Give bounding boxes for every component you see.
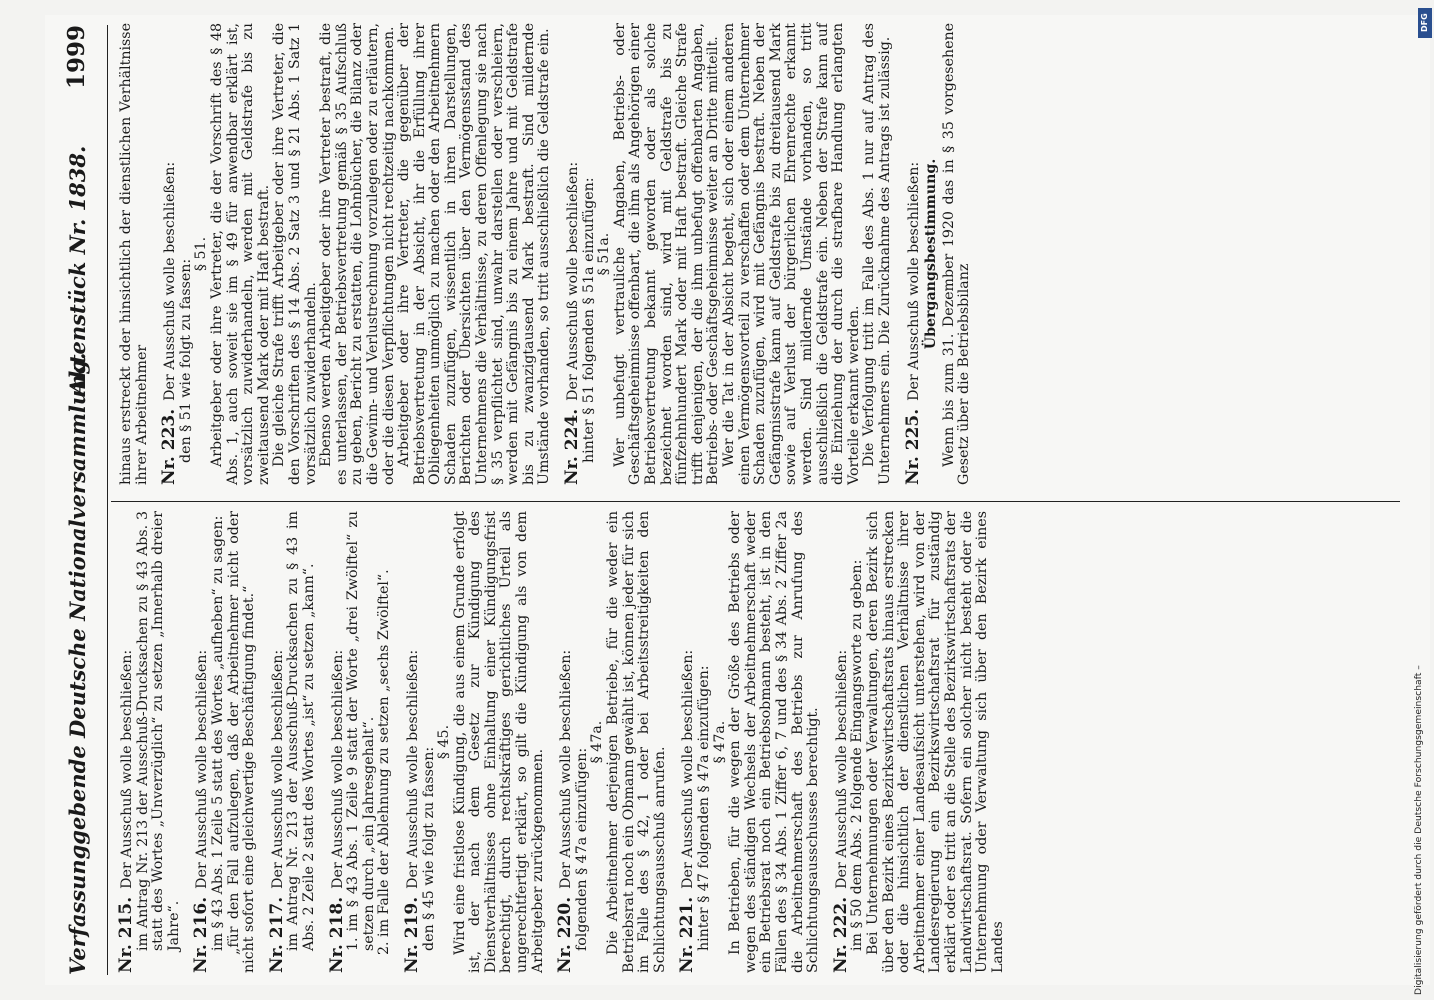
- page-number: 1999: [63, 25, 90, 90]
- motion-text: Wenn bis zum 31. Dezember 1920 das in § 35 vorgesehene Gesetz über die Betriebsbilanz: [940, 23, 973, 485]
- motion-entry: [326, 511, 393, 973]
- motion-number: Nr. 224.: [562, 408, 583, 485]
- motion-entry: [401, 511, 546, 973]
- header-title: Verfassunggebende Deutsche Nationalversammlung.: [65, 352, 90, 975]
- motion-entry: [116, 511, 182, 973]
- motion-text: Wer die Tat in der Absicht begeht, sich oder einem anderen einen Vermögensvorteil zu verschaffen oder dem Unternehmer Schaden zuzufügen, wird mit Gefängnis bestraft. Neben der Gefängnisstrafe kann auf Geldstrafe bis zu dreitausend Mark sowie auf Verlust der bürgerlichen Ehrenrechte erkannt werden. Sind mildernde Umstände vorhanden, so tritt ausschließlich die Geldstrafe ein. Neben der Strafe kann auf die Einziehung der durch die strafbare Handlung erlangten Vorteile erkannt werden.: [720, 23, 862, 485]
- motion-text: folgenden § 47a einzufügen:: [573, 747, 590, 951]
- header-aktenstueck: Aktenstück Nr. 1838.: [65, 145, 90, 395]
- motion-text: 2. im Falle der Ablehnung zu setzen „sechs Zwölftel“.: [376, 569, 393, 955]
- motion-entry: [562, 23, 893, 485]
- motion-number: Nr. 215.: [116, 896, 136, 973]
- motion-number: Nr. 223.: [159, 408, 180, 485]
- motion-text: § 47a.: [711, 720, 728, 764]
- motion-text: hinaus erstreckt oder hinsichtlich der dienstlichen Verhältnisse ihrer Arbeitnehmer: [118, 23, 150, 485]
- digitization-note: Digitalisierung gefördert durch die Deutsche Forschungsgemeinschaft –: [1413, 665, 1424, 995]
- motion-text: Die Arbeitnehmer derjenigen Betriebe, für die weder ein Betriebsrat noch ein Obmann gewählt ist, können jeder für sich im Falle des § 42, 1 oder bei Arbeitsstreitigkeiten den Schlichtungsausschuß anrufen.: [605, 511, 668, 973]
- motion-text: Der Ausschuß wolle beschließen:: [833, 649, 850, 889]
- column-divider: [111, 501, 1400, 502]
- left-column: [116, 511, 1018, 973]
- motion-text: § 45.: [436, 724, 453, 760]
- motion-text: Der Ausschuß wolle beschließen:: [558, 649, 575, 889]
- motion-text: § 51.: [193, 236, 210, 272]
- motion-text: Die gleiche Strafe trifft Arbeitgeber oder ihre Vertreter, die den Vorschriften des § 14 Abs. 2 Satz 3 und § 21 Abs. 1 Satz 1 vorsätzlich zuwiderhandeln.: [271, 23, 319, 485]
- dfg-logo: DFG: [1418, 8, 1432, 38]
- motion-number: Nr. 216.: [191, 896, 212, 973]
- page-header: [45, 25, 107, 975]
- motion-number: Nr. 222.: [830, 896, 851, 973]
- motion-text: Ebenso werden Arbeitgeber oder ihre Vertreter bestraft, die es unterlassen, der Betriebsvertretung gemäß § 35 Aufschluß zu geben, Bericht zu erstatten, die Lohnbücher, die Bilanz oder die Gewinn- und Verlustrechnung vorzulegen oder zu erläutern, oder die diesen Verpflichtungen nicht rechtzeitig nachkommen.: [318, 23, 397, 485]
- motion-text: „für den Fall aufzulegen, daß der Arbeitnehmer nicht oder nicht sofort eine gleichwertige Beschäftigung findet.“: [225, 511, 258, 973]
- motion-number: Nr. 225.: [902, 408, 923, 485]
- motion-number: Nr. 217.: [266, 896, 287, 973]
- motion-text: Bei Unternehmungen oder Verwaltungen, deren Bezirk sich über den Bezirk eines Bezirkswirtschaftsrats hinaus erstrecken oder die hinsichtlich der dienstlichen Verhältnisse ihrer Arbeitnehmer einer Landesaufsicht unterstehen, wird von der Landesregierung ein Bezirkswirtschaftsrat für zuständig erklärt oder es tritt an die Stelle des Bezirkswirtschaftsrats der Landwirtschaftsrat. Sofern ein solcher nicht besteht oder die Unternehmung oder Verwaltung sich über den Bezirk eines Landes: [864, 511, 1006, 973]
- motion-text: den § 51 wie folgt zu fassen:: [177, 258, 194, 463]
- right-column: [119, 23, 985, 485]
- motion-text: den § 45 wie folgt zu fassen:: [420, 746, 437, 951]
- motion-entry: [159, 23, 553, 485]
- motion-text: Arbeitgeber oder ihre Vertreter, die der Vorschrift des § 48 Abs. 1, auch soweit sie im § 49 für anwendbar erklärt ist, vorsätzlich zuwiderhandeln, werden mit Geldstrafe bis zu zweitausend Mark oder mit Haft bestraft.: [208, 23, 272, 485]
- motion-entry: [266, 511, 318, 973]
- motion-entry: [830, 511, 1007, 973]
- motion-text: Der Ausschuß wolle beschließen:: [565, 161, 582, 401]
- motion-text: im Antrag Nr. 213 der Ausschuß-Drucksachen zu § 43 Abs. 3 statt des Wortes „Unverzüglich“ zu setzen „Innerhalb dreier Jahre“.: [134, 511, 182, 951]
- motion-entry: [555, 511, 668, 973]
- motion-text: im § 50 dem Abs. 2 folgende Eingangsworte zu geben:: [849, 559, 866, 951]
- motion-text: Der Ausschuß wolle beschließen:: [680, 649, 697, 889]
- motion-text: hinter § 51 folgenden § 51a einzufügen:: [580, 177, 597, 463]
- motion-number: Nr. 221.: [677, 896, 698, 973]
- motion-text: Der Ausschuß wolle beschließen:: [194, 649, 211, 889]
- motion-text: § 51a.: [596, 232, 613, 276]
- motion-text: Der Ausschuß wolle beschließen:: [329, 649, 346, 889]
- motion-text: 1. im § 43 Abs. 1 Zeile 9 statt der Worte „drei Zwölftel“ zu setzen durch „ein Jahresgehalt“.: [345, 511, 377, 951]
- motion-text: Übergangsbestimmung.: [923, 158, 940, 350]
- motion-entry: [902, 23, 973, 485]
- motion-text: In Betrieben, für die wegen der Größe des Betriebs oder wegen des ständigen Wechsels der Arbeitnehmerschaft weder ein Betriebsrat noch ein Betriebsobmann besteht, ist in den Fällen des § 34 Abs. 1 Ziffer 6, 7 und des § 34 Abs. 2 Ziffer 2a die Arbeitnehmerschaft des Betriebs zur Anrufung des Schlichtungsausschusses berechtigt.: [727, 511, 822, 973]
- motion-number: Nr. 220.: [555, 896, 576, 973]
- motion-text: Wer unbefugt vertrauliche Angaben, Betriebs- oder Geschäftsgeheimnisse offenbart, die ihm als Angehörigen einer Betriebsvertretung bekannt geworden oder als solche bezeichnet worden sind, wird mit Geldstrafe bis zu fünfzehnhundert Mark oder mit Haft bestraft. Gleiche Strafe trifft denjenigen, der die ihm unbefugt offenbarten Angaben, Betriebs- oder Geschäftsgeheimnisse weiter an Dritte mitteilt.: [611, 23, 722, 485]
- motion-text: Der Ausschuß wolle beschließen:: [269, 649, 286, 889]
- motion-text: Arbeitgeber oder ihre Vertreter, die gegenüber der Betriebsvertretung in der Absicht, ihr die Erfüllung ihrer Obliegenheiten unmöglich zu machen oder den Arbeitnehmern Schaden zuzufügen, wissentlich in ihren Darstellungen, Berichten oder Übersichten über den Vermögensstand des Unternehmens die Verhältnisse, zu deren Offenlegung sie nach § 35 verpflichtet sind, unwahr darstellen oder verschleiern, werden mit Gefängnis bis zu einem Jahre und mit Geldstrafe bis zu zwanzigtausend Mark bestraft. Sind mildernde Umstände vorhanden, so tritt ausschließlich die Geldstrafe ein.: [396, 23, 553, 485]
- motion-text: Der Ausschuß wolle beschließen:: [119, 649, 135, 889]
- motion-text: Wird eine fristlose Kündigung, die aus einem Grunde erfolgt ist, der nach dem Gesetz zur Kündigung des Dienstverhältnisses ohne Einhaltung einer Kündigungsfrist berechtigt, durch rechtskräftiges gerichtliches Urteil als ungerechtfertigt erklärt, so gilt die Kündigung als von dem Arbeitgeber zurückgenommen.: [451, 511, 546, 973]
- motion-text: hinter § 47 folgenden § 47a einzufügen:: [696, 665, 712, 951]
- motion-entry: [191, 511, 258, 973]
- motion-entry: [119, 23, 150, 485]
- motion-text: § 47a.: [589, 720, 606, 764]
- motion-number: Nr. 219.: [401, 896, 422, 973]
- motion-text: Der Ausschuß wolle beschließen:: [905, 161, 922, 401]
- motion-text: Der Ausschuß wolle beschließen:: [404, 649, 421, 889]
- header-rule: [107, 25, 108, 975]
- motion-text: Die Verfolgung tritt im Falle des Abs. 1 nur auf Antrag des Unternehmers ein. Die Zurücknahme des Antrags ist zulässig.: [861, 23, 893, 485]
- motion-text: im Antrag Nr. 213 der Ausschuß-Drucksachen zu § 43 im Abs. 2 Zeile 2 statt des Wortes „ist“ zu setzen „kann“.: [285, 511, 317, 951]
- motion-entry: [677, 511, 822, 973]
- motion-text: Der Ausschuß wolle beschließen:: [162, 161, 179, 401]
- motion-number: Nr. 218.: [326, 896, 347, 973]
- document-page: [45, 15, 1430, 985]
- motion-text: im § 43 Abs. 1 Zeile 5 statt des Wortes „aufheben“ zu sagen:: [209, 515, 226, 951]
